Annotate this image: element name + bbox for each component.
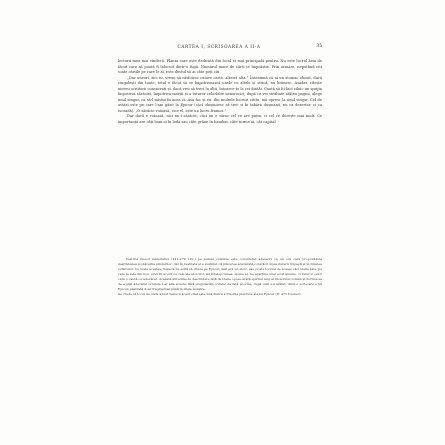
footnotes	[118, 257, 322, 297]
paragraph: „Dar uneori, zici tu, vreau să răsfoiesc cutare carte, alteori alta.” Înseamnă că ai un stomac obosit, dacă ciugulești din toate; totul e făcut să se împotrivească unele cu altele și strică, nu hrănesc. Așadar, citește mereu scriitorii consacrați și, dacă vrei să treci la alții, întoarce-te la cei dintâi. Caută să îți faci zilnic un sprijin împotriva sărăciei, împotriva morții și a tuturor celorlalte nenorociri; după ce vei străbate atâtea pagini, alege unul singur, ca să-l mistui în acea zi. Așa fac și eu: din multele lucruri citite, mă opresc la unul singur. Cel de astăzi este pe care l-am găsit la Epicur (căci obișnuiesc să trec și în tabăra dușmană, nu ca dezertor, ci ca iscoadă). „O sărăcie voioasă, zice el, este un lucru frumos.”	[118, 75, 322, 113]
page-number: 35	[316, 44, 322, 49]
footnote: Vestitul filosof materialist (341–270 î.Cr.) pe numai cuminte este considerat adeseori ca un om care propovăduia desfrânarea și plăcerile simțurilor; dar în realitate el a susținut că plăcerea adevărată constă în lipsa durerii trupești și în liniștea sufletului. Cu toate acestea, Seneca nu ezită să citeze pe Epicur, deși era un stoic, sau poate tocmai de aceea; căci ideile sale, pe care le reia din nou, erau în acord cu cele ale stoicilor, iar înțelepciunea, spune el, nu aparține unei școli anume, ci tuturor celor care o caută cu adevărat. Această atitudine de deschidere față de ideile opuse arată spiritul larg al filosofului roman și dorința sa de a găsi adevărul oriunde s-ar afla acesta, fără prejudecăți. Citatul de față provine, după cum s-a arătat, dintr-o scrisoare a lui Epicur, păstrată doar fragmentar până în zilele noastre.	[118, 257, 322, 291]
chapter-title: CARTEA I, SCRISOAREA A II-A	[177, 44, 261, 49]
paragraph: lecturii mea mai vindecă. Planta care este dedicată din locul ei mai principală pentru. Nu este lucrul ăsta de făcut care să poată fi înlocuit dintr-o fugă. Numărul mare de cărți te împrăștie. Prin urmare, neputând citi toate cărțile pe care le ai, este destul să ai câte poți citi.	[118, 59, 322, 75]
paragraph: Dar dacă e voioasă, nici nu-i sărăcie; căci nu e sărac cel ce are puțin, ci cel ce dorește mai mult. Ce importanță are câți bani ai în ladă sau câte grâne în hambar, câte turme ai, cât capital	[118, 114, 322, 125]
main-text	[118, 59, 322, 126]
footnote: Se crede că locul de unde a luat Seneca acest citat este una dintre scrisorile pierdute ale lui Epicur (fr. 475 Usener).	[118, 291, 302, 296]
